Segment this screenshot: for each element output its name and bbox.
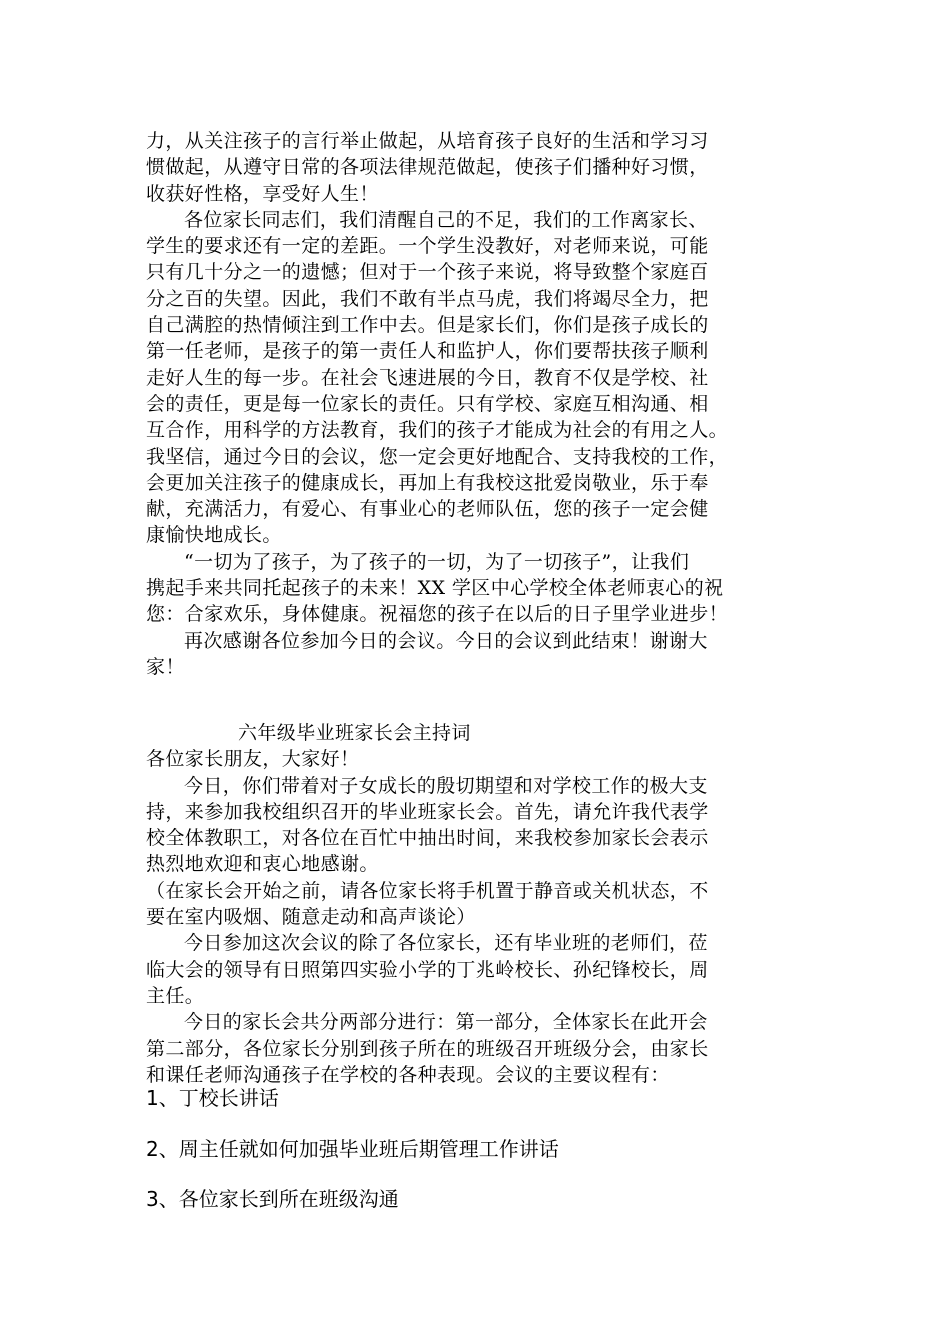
- paragraph-line: 您：合家欢乐，身体健康。祝福您的孩子在以后的日子里学业进步！: [146, 603, 729, 626]
- paragraph-line: 会的责任，更是每一位家长的责任。只有学校、家庭互相沟通、相: [146, 392, 709, 415]
- paragraph-line: 只有几十分之一的遗憾；但对于一个孩子来说，将导致整个家庭百: [146, 261, 709, 284]
- paragraph-line: “一切为了孩子，为了孩子的一切，为了一切孩子”，让我们: [184, 550, 690, 573]
- agenda-item-3: 3、各位家长到所在班级沟通: [146, 1187, 399, 1211]
- paragraph-line: 力，从关注孩子的言行举止做起，从培育孩子良好的生活和学习习: [146, 130, 709, 152]
- paragraph-line: 献，充满活力，有爱心、有事业心的老师队伍，您的孩子一定会健: [146, 498, 709, 521]
- paragraph-line: 会更加关注孩子的健康成长，再加上有我校这批爱岗敬业，乐于奉: [146, 471, 709, 494]
- paragraph-line: 第二部分，各位家长分别到孩子所在的班级召开班级分会，由家长: [146, 1037, 709, 1060]
- paragraph-line: 要在室内吸烟、随意走动和高声谈论）: [146, 906, 476, 929]
- section-title: 六年级毕业班家长会主持词: [238, 722, 471, 744]
- paragraph-line: 收获好性格，享受好人生！: [146, 182, 379, 205]
- paragraph-line: 自己满腔的热情倾注到工作中去。但是家长们，你们是孩子成长的: [146, 314, 709, 337]
- agenda-item-1: 1、丁校长讲话: [146, 1086, 279, 1110]
- paragraph-line: 学生的要求还有一定的差距。一个学生没教好，对老师来说，可能: [146, 235, 709, 258]
- paragraph-line: 第一任老师，是孩子的第一责任人和监护人，你们要帮扶孩子顺利: [146, 340, 709, 363]
- paragraph-line: 今日参加这次会议的除了各位家长，还有毕业班的老师们，莅: [184, 932, 708, 955]
- agenda-item-2: 2、周主任就如何加强毕业班后期管理工作讲话: [146, 1137, 559, 1161]
- paragraph-line: 互合作，用科学的方法教育，我们的孩子才能成为社会的有用之人。: [146, 419, 729, 442]
- greeting-line: 各位家长朋友，大家好！: [146, 748, 360, 771]
- paragraph-line: 我坚信，通过今日的会议，您一定会更好地配合、支持我校的工作，: [146, 445, 729, 468]
- paragraph-line: 分之百的失望。因此，我们不敢有半点马虎，我们将竭尽全力，把: [146, 287, 709, 310]
- paragraph-line: 今日，你们带着对子女成长的殷切期望和对学校工作的极大支: [184, 774, 708, 797]
- paragraph-line: 家！: [146, 655, 185, 678]
- paragraph-line: （在家长会开始之前，请各位家长将手机置于静音或关机状态，不: [146, 879, 709, 902]
- paragraph-line: 持，来参加我校组织召开的毕业班家长会。首先，请允许我代表学: [146, 800, 709, 823]
- closing-remarks-section: [146, 128, 806, 680]
- paragraph-line: 临大会的领导有日照第四实验小学的丁兆岭校长、孙纪锋校长，周: [146, 958, 709, 981]
- paragraph-line: 校全体教职工，对各位在百忙中抽出时间，来我校参加家长会表示: [146, 827, 709, 850]
- paragraph-line: 热烈地欢迎和衷心地感谢。: [146, 853, 379, 876]
- paragraph-line: 携起手来共同托起孩子的未来！XX 学区中心学校全体老师衷心的祝: [146, 577, 724, 600]
- paragraph-line: 主任。: [146, 984, 205, 1007]
- host-speech-section: [146, 720, 806, 1088]
- paragraph-line: 再次感谢各位参加今日的会议。今日的会议到此结束！谢谢大: [184, 629, 708, 652]
- paragraph-line: 和课任老师沟通孩子在学校的各种表现。会议的主要议程有：: [146, 1063, 670, 1086]
- paragraph-line: 今日的家长会共分两部分进行：第一部分，全体家长在此开会: [184, 1011, 708, 1034]
- paragraph-line: 惯做起，从遵守日常的各项法律规范做起，使孩子们播种好习惯，: [146, 156, 709, 179]
- paragraph-line: 康愉快地成长。: [146, 524, 282, 547]
- paragraph-line: 各位家长同志们，我们清醒自己的不足，我们的工作离家长、: [184, 208, 708, 231]
- paragraph-line: 走好人生的每一步。在社会飞速进展的今日，教育不仅是学校、社: [146, 366, 709, 389]
